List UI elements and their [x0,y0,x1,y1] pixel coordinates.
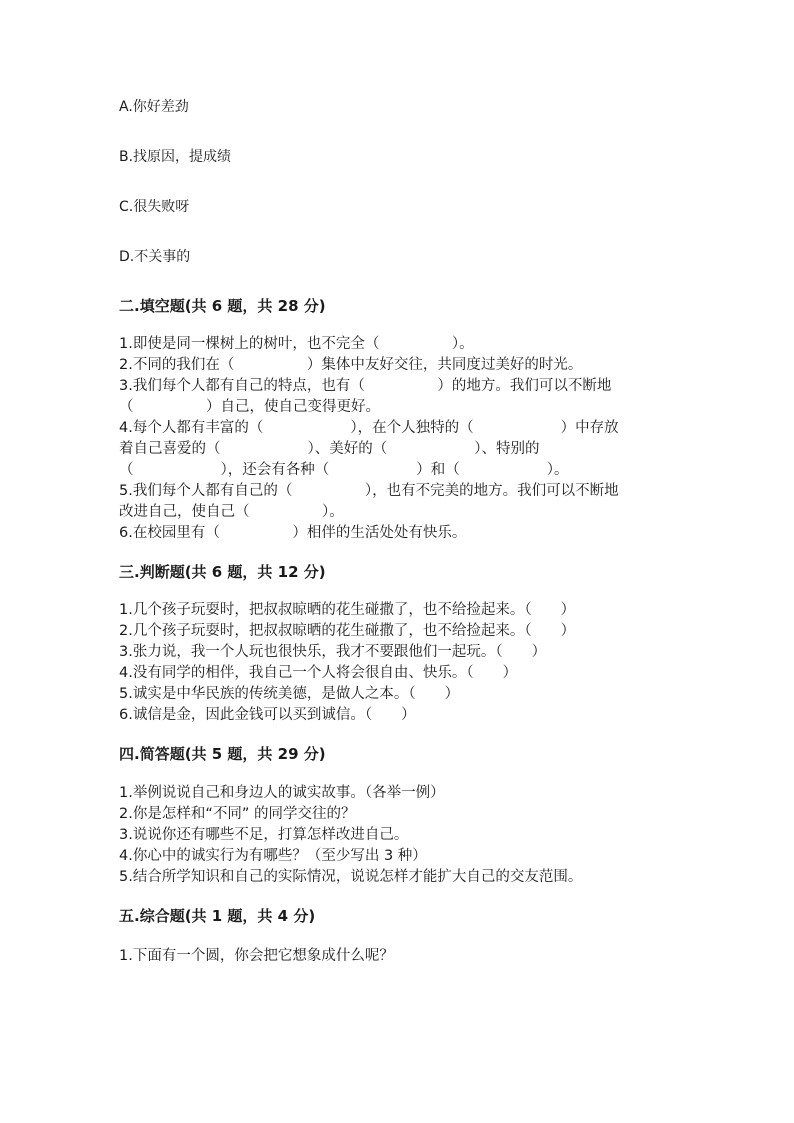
question-line: 2.不同的我们在（ ）集体中友好交往，共同度过美好的时光。 [119,357,583,373]
question-line: 3.我们每个人都有自己的特点，也有（ ）的地方。我们可以不断地 [119,378,612,394]
question-line: 2.几个孩子玩耍时，把叔叔晾晒的花生碰撒了，也不给捡起来。（ ） [119,623,576,639]
section-title-short-answer: 四.简答题(共 5 题，共 29 分) [119,745,326,763]
question-line: 4.你心中的诚实行为有哪些？（至少写出 3 种） [119,848,427,864]
question-line: 5.我们每个人都有自己的（ ），也有不完美的地方。我们可以不断地 [119,483,619,499]
option-c: C.很失败呀 [119,199,190,215]
option-b: B.找原因，提成绩 [119,149,232,165]
option-a: A.你好差劲 [119,99,189,115]
question-line: 1.下面有一个圆，你会把它想象成什么呢？ [119,948,394,964]
question-line: （ ），还会有各种（ ）和（ ）。 [119,462,569,478]
question-line: 2.你是怎样和“不同” 的同学交往的？ [119,806,356,822]
question-line: 着自己喜爱的（ ）、美好的（ ）、特别的 [119,441,540,457]
question-line: 1.即使是同一棵树上的树叶，也不完全（ ）。 [119,336,474,352]
question-line: 5.诚实是中华民族的传统美德，是做人之本。（ ） [119,686,460,702]
question-line: 4.每个人都有丰富的（ ），在个人独特的（ ）中存放 [119,420,619,436]
section-title-fill-blank: 二.填空题(共 6 题，共 28 分) [119,297,326,315]
question-line: 1.举例说说自己和身边人的诚实故事。（各举一例） [119,785,445,801]
question-line: 1.几个孩子玩耍时，把叔叔晾晒的花生碰撒了，也不给捡起来。（ ） [119,602,576,618]
option-d: D.不关事的 [119,249,191,265]
question-line: 6.在校园里有（ ）相伴的生活处处有快乐。 [119,525,467,541]
question-line: 改进自己，使自己（ ）。 [119,504,344,520]
question-line: 5.结合所学知识和自己的实际情况，说说怎样才能扩大自己的交友范围。 [119,869,583,885]
section-title-true-false: 三.判断题(共 6 题，共 12 分) [119,563,326,581]
question-line: （ ）自己，使自己变得更好。 [119,399,380,415]
question-line: 3.张力说，我一个人玩也很快乐，我才不要跟他们一起玩。（ ） [119,644,547,660]
question-line: 3.说说你还有哪些不足，打算怎样改进自己。 [119,827,409,843]
question-line: 6.诚信是金，因此金钱可以买到诚信。（ ） [119,707,416,723]
question-line: 4.没有同学的相伴，我自己一个人将会很自由、快乐。（ ） [119,665,518,681]
section-title-comprehensive: 五.综合题(共 1 题，共 4 分) [119,907,316,925]
